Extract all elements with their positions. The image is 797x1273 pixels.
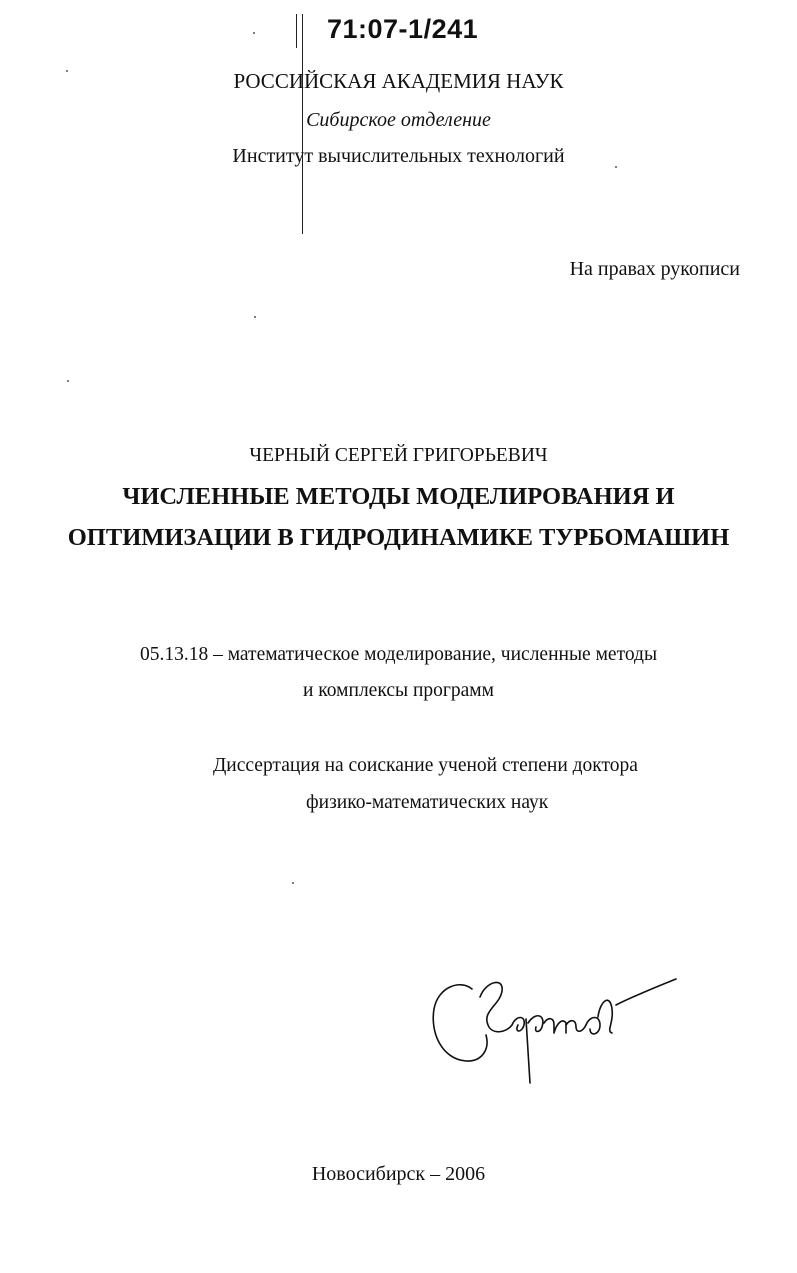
scan-speck — [292, 882, 294, 884]
author-name: ЧЕРНЫЙ СЕРГЕЙ ГРИГОРЬЕВИЧ — [249, 445, 548, 466]
library-stamp-code: 71:07-1/241 — [327, 14, 479, 44]
dissertation-line-2: физико-математических наук — [306, 792, 549, 813]
scan-speck — [615, 166, 617, 168]
thesis-title-line-2: ОПТИМИЗАЦИИ В ГИДРОДИНАМИКЕ ТУРБОМАШИН — [67, 524, 730, 551]
specialty-line-1: 05.13.18 – математическое моделирование, численные методы — [139, 644, 658, 665]
academy-name: РОССИЙСКАЯ АКАДЕМИЯ НАУК — [233, 69, 564, 93]
city-year: Новосибирск – 2006 — [311, 1163, 486, 1185]
rights-notice: На правах рукописи — [569, 258, 740, 280]
scan-speck — [67, 380, 69, 382]
stamp-divider-short — [296, 14, 297, 48]
institute-name: Институт вычислительных технологий — [232, 145, 565, 167]
scan-speck — [253, 32, 255, 34]
dissertation-line-1: Диссертация на соискание ученой степени доктора — [213, 755, 638, 776]
thesis-title-line-1: ЧИСЛЕННЫЕ МЕТОДЫ МОДЕЛИРОВАНИЯ И — [122, 483, 675, 510]
author-signature — [430, 975, 680, 1085]
branch-name: Сибирское отделение — [306, 109, 491, 131]
scan-speck — [66, 70, 68, 72]
scan-speck — [254, 316, 256, 318]
specialty-line-2: и комплексы программ — [303, 680, 494, 701]
